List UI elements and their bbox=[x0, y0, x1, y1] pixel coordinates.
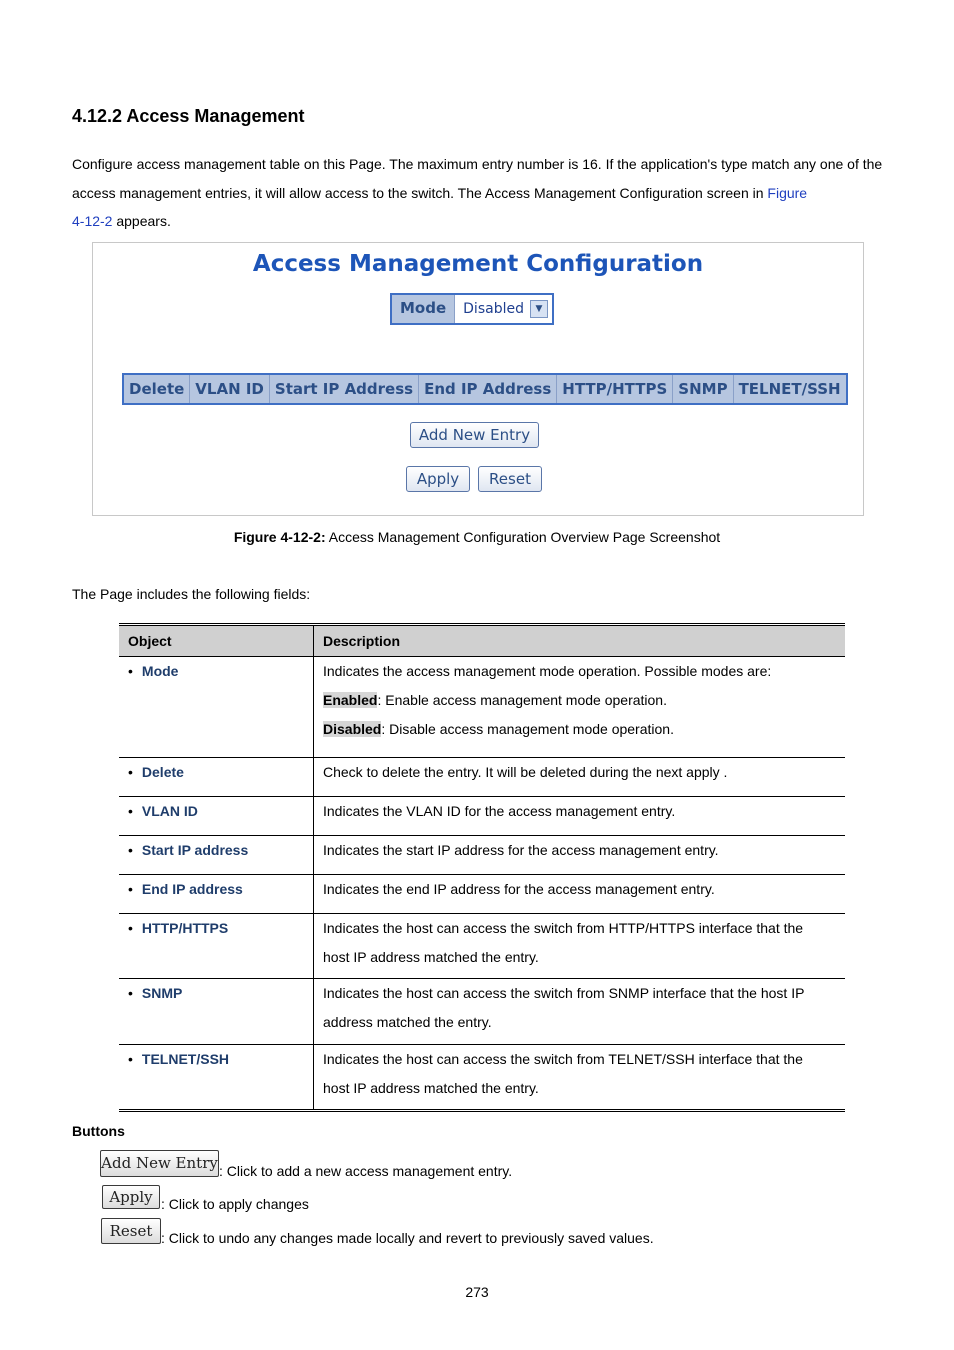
object-name: • Delete bbox=[128, 758, 304, 780]
table-header-row bbox=[119, 625, 845, 657]
reset-button-image: Reset bbox=[101, 1218, 161, 1244]
section-title: 4.12.2 Access Management bbox=[72, 106, 305, 126]
disabled-label: Disabled bbox=[323, 721, 382, 737]
mode-select-value: Disabled bbox=[463, 301, 524, 317]
fields-table bbox=[119, 623, 845, 1112]
col-snmp: SNMP bbox=[673, 375, 733, 403]
reset-description: : Click to undo any changes made locally and revert to previously saved values. bbox=[161, 1230, 654, 1246]
table-row bbox=[119, 758, 845, 797]
description-line bbox=[323, 715, 836, 744]
caption-label: Figure 4-12-2: bbox=[233, 529, 326, 545]
description-line: Indicates the host can access the switch from HTTP/HTTPS interface that the bbox=[323, 920, 804, 936]
reset-button[interactable]: Reset bbox=[478, 466, 542, 492]
col-telnet-ssh: TELNET/SSH bbox=[738, 380, 841, 398]
header-object: Object bbox=[119, 625, 314, 657]
col-vlan-id: VLAN ID bbox=[190, 375, 270, 403]
description-line: host IP address matched the entry. bbox=[323, 1080, 539, 1096]
add-new-entry-button[interactable]: Add New Entry bbox=[410, 422, 539, 448]
apply-description: : Click to apply changes bbox=[161, 1196, 309, 1212]
add-new-entry-button-image: Add New Entry bbox=[100, 1150, 219, 1177]
figure-link-part1[interactable]: Figure bbox=[767, 184, 808, 201]
add-new-entry-description: : Click to add a new access management entry. bbox=[219, 1163, 513, 1179]
intro-text: Configure access management table on this Page. The maximum entry number is 16. If the application's type match any one of the access management entries, it will allow access to the switch. The Access Management Configuration screen in bbox=[72, 156, 883, 201]
object-name: • SNMP bbox=[128, 979, 304, 1001]
description-line: Indicates the host can access the switch from TELNET/SSH interface that the bbox=[323, 1051, 803, 1067]
mode-control bbox=[390, 293, 554, 325]
description-line: Check to delete the entry. It will be deleted during the next apply . bbox=[323, 764, 728, 780]
table-row bbox=[119, 836, 845, 875]
table-row bbox=[119, 1045, 845, 1111]
screenshot-title: Access Management Configuration bbox=[252, 251, 704, 277]
description-line: address matched the entry. bbox=[323, 1014, 492, 1030]
description-line: Indicates the end IP address for the access management entry. bbox=[323, 881, 715, 897]
buttons-heading: Buttons bbox=[72, 1123, 125, 1139]
col-end-ip: End IP Address bbox=[419, 375, 557, 403]
caption-text: Access Management Configuration Overview Page Screenshot bbox=[325, 529, 721, 545]
enabled-text: : Enable access management mode operation. bbox=[377, 692, 667, 708]
mode-label: Mode bbox=[392, 295, 455, 323]
object-name: • Mode bbox=[128, 657, 304, 679]
figure-link-part2[interactable]: 4-12-2 bbox=[72, 213, 113, 229]
figure-caption bbox=[0, 529, 954, 545]
col-http-https: HTTP/HTTPS bbox=[557, 375, 673, 403]
col-start-ip: Start IP Address bbox=[270, 375, 419, 403]
col-delete: Delete bbox=[124, 375, 190, 403]
fields-intro: The Page includes the following fields: bbox=[72, 586, 311, 602]
header-description: Description bbox=[314, 625, 846, 657]
intro-tail: appears. bbox=[112, 213, 171, 229]
page-number: 273 bbox=[465, 1284, 489, 1300]
object-name: • HTTP/HTTPS bbox=[128, 914, 304, 936]
chevron-down-icon[interactable]: ▼ bbox=[530, 300, 548, 318]
apply-button[interactable]: Apply bbox=[406, 466, 470, 492]
table-row bbox=[119, 979, 845, 1045]
table-row bbox=[119, 875, 845, 914]
description-line: Indicates the VLAN ID for the access management entry. bbox=[323, 803, 676, 819]
mode-select[interactable] bbox=[455, 295, 552, 323]
apply-button-image: Apply bbox=[102, 1185, 160, 1209]
object-name: • Start IP address bbox=[128, 836, 304, 858]
entries-table-header bbox=[122, 373, 848, 405]
description-line: host IP address matched the entry. bbox=[323, 949, 539, 965]
enabled-label: Enabled bbox=[323, 692, 378, 708]
object-name: • End IP address bbox=[128, 875, 304, 897]
description-line bbox=[323, 686, 836, 715]
description-line: Indicates the host can access the switch from SNMP interface that the host IP bbox=[323, 985, 805, 1001]
intro-paragraph bbox=[72, 150, 892, 236]
disabled-text: : Disable access management mode operation. bbox=[381, 721, 674, 737]
object-name: • TELNET/SSH bbox=[128, 1045, 304, 1067]
description-line: Indicates the access management mode operation. Possible modes are: bbox=[323, 663, 772, 679]
table-row bbox=[119, 797, 845, 836]
table-row bbox=[119, 914, 845, 979]
object-name: • VLAN ID bbox=[128, 797, 304, 819]
description-line: Indicates the start IP address for the access management entry. bbox=[323, 842, 719, 858]
table-row bbox=[119, 657, 845, 758]
screenshot-frame bbox=[92, 242, 864, 516]
